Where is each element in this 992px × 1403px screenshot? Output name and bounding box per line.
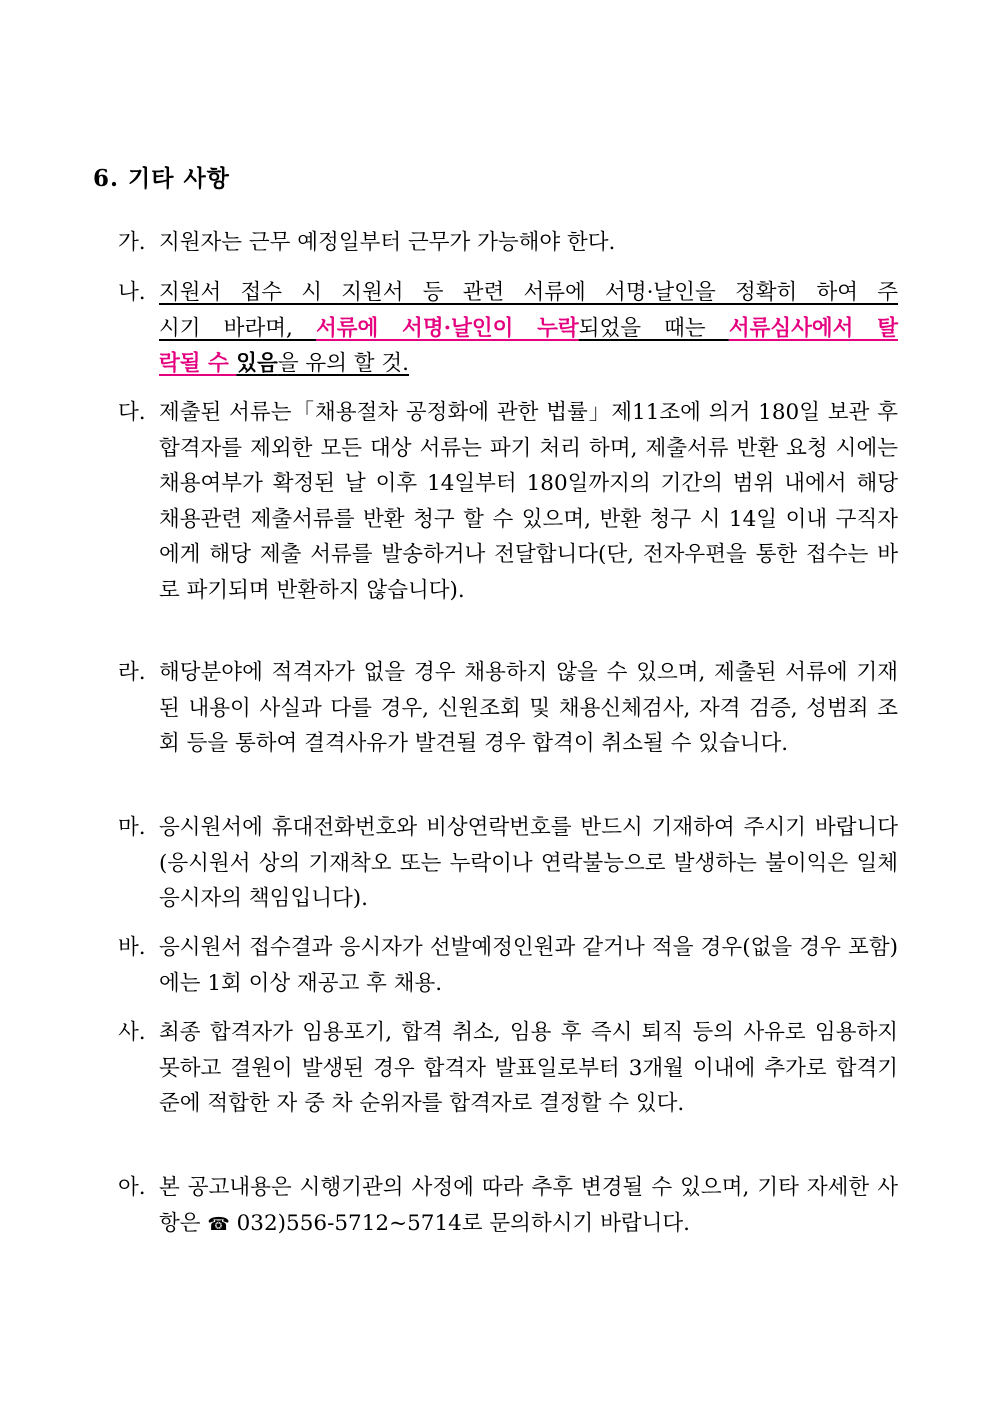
item-marker: 가. — [118, 230, 146, 255]
list-item-ba — [118, 930, 898, 1001]
list-item-ra — [118, 655, 898, 762]
item-marker: 아. — [118, 1175, 146, 1200]
underlined-text: 지원서 접수 시 지원서 등 관련 서류에 서명·날인을 정확히 하여 주 — [159, 280, 898, 305]
highlighted-warning-text: 락될 수 — [159, 351, 237, 376]
item-text: 응시원서에 휴대전화번호와 비상연락번호를 반드시 기재하여 주시기 바랍니다(응시원서 상의 기재착오 또는 누락이나 연락불능으로 발생하는 불이익은 일체 응시자의 책임입니다). — [159, 815, 898, 911]
underlined-text: 시기 바라며 — [159, 315, 286, 341]
item-text-block — [159, 275, 898, 382]
contact-phone-text: 032)556-5712~5714로 문의하시기 바랍니다. — [229, 1210, 690, 1236]
item-text: 지원자는 근무 예정일부터 근무가 가능해야 한다. — [159, 230, 616, 255]
item-text-line-3 — [159, 346, 898, 382]
item-text: 해당분야에 적격자가 없을 경우 채용하지 않을 수 있으며, 제출된 서류에 기재된 내용이 사실과 다를 경우, 신원조회 및 채용신체검사, 자격 검증, 성범죄 조회 등을 통하여 결격사유가 발견될 경우 합격이 취소될 수 있습니다. — [159, 660, 898, 756]
item-text-line-1 — [159, 275, 898, 311]
item-marker: 다. — [118, 400, 146, 425]
bold-underlined-text: 있음 — [236, 351, 278, 376]
item-marker: 나. — [118, 280, 146, 305]
item-marker: 라. — [118, 660, 146, 685]
section-title: 6. 기타 사항 — [93, 165, 230, 192]
contact-text: 본 공고내용은 시행기관의 사정에 따라 추후 변경될 수 있으며, 기타 자세한 사항은 — [159, 1175, 898, 1236]
list-item-a — [118, 1170, 898, 1242]
list-item-ga — [118, 225, 898, 261]
underlined-text: 을 유의 할 것. — [277, 351, 410, 376]
item-text: 제출된 서류는「채용절차 공정화에 관한 법률」제11조에 의거 180일 보관 후 합격자를 제외한 모든 대상 서류는 파기 처리 하며, 제출서류 반환 요청 시에는 채용여부가 확정된 날 이후 14일부터 180일까지의 기간의 범위 내에서 해당 채용관련 제출서류를 반환 청구 할 수 있으며, 반환 청구 시 14일 이내 구직자에게 해당 제출 서류를 발송하거나 전달합니다(단, 전자우편을 통한 접수는 바로 파기되며 반환하지 않습니다). — [159, 400, 898, 603]
highlighted-warning-text: 서류심사에서 탈 — [728, 315, 898, 341]
item-text: 최종 합격자가 임용포기, 합격 취소, 임용 후 즉시 퇴직 등의 사유로 임용하지 못하고 결원이 발생된 경우 합격자 발표일로부터 3개월 이내에 추가로 합격기준에 적합한 자 중 차 순위자를 합격자로 결정할 수 있다. — [159, 1020, 898, 1116]
underlined-text: 되었을 때는 — [578, 315, 729, 341]
phone-icon: ☎ — [207, 1213, 230, 1235]
list-item-da — [118, 395, 898, 608]
item-text-line-2 — [159, 311, 898, 347]
underlined-text: , — [285, 315, 316, 341]
list-item-na — [118, 275, 898, 382]
highlighted-warning-text: 서류에 서명·날인이 누락 — [315, 315, 579, 341]
item-marker: 바. — [118, 935, 146, 960]
item-marker: 사. — [118, 1020, 146, 1045]
item-text: 응시원서 접수결과 응시자가 선발예정인원과 같거나 적을 경우(없을 경우 포함)에는 1회 이상 재공고 후 채용. — [159, 935, 898, 996]
item-text — [159, 1170, 898, 1242]
list-item-sa — [118, 1015, 898, 1122]
item-marker: 마. — [118, 815, 146, 840]
list-item-ma — [118, 810, 898, 917]
